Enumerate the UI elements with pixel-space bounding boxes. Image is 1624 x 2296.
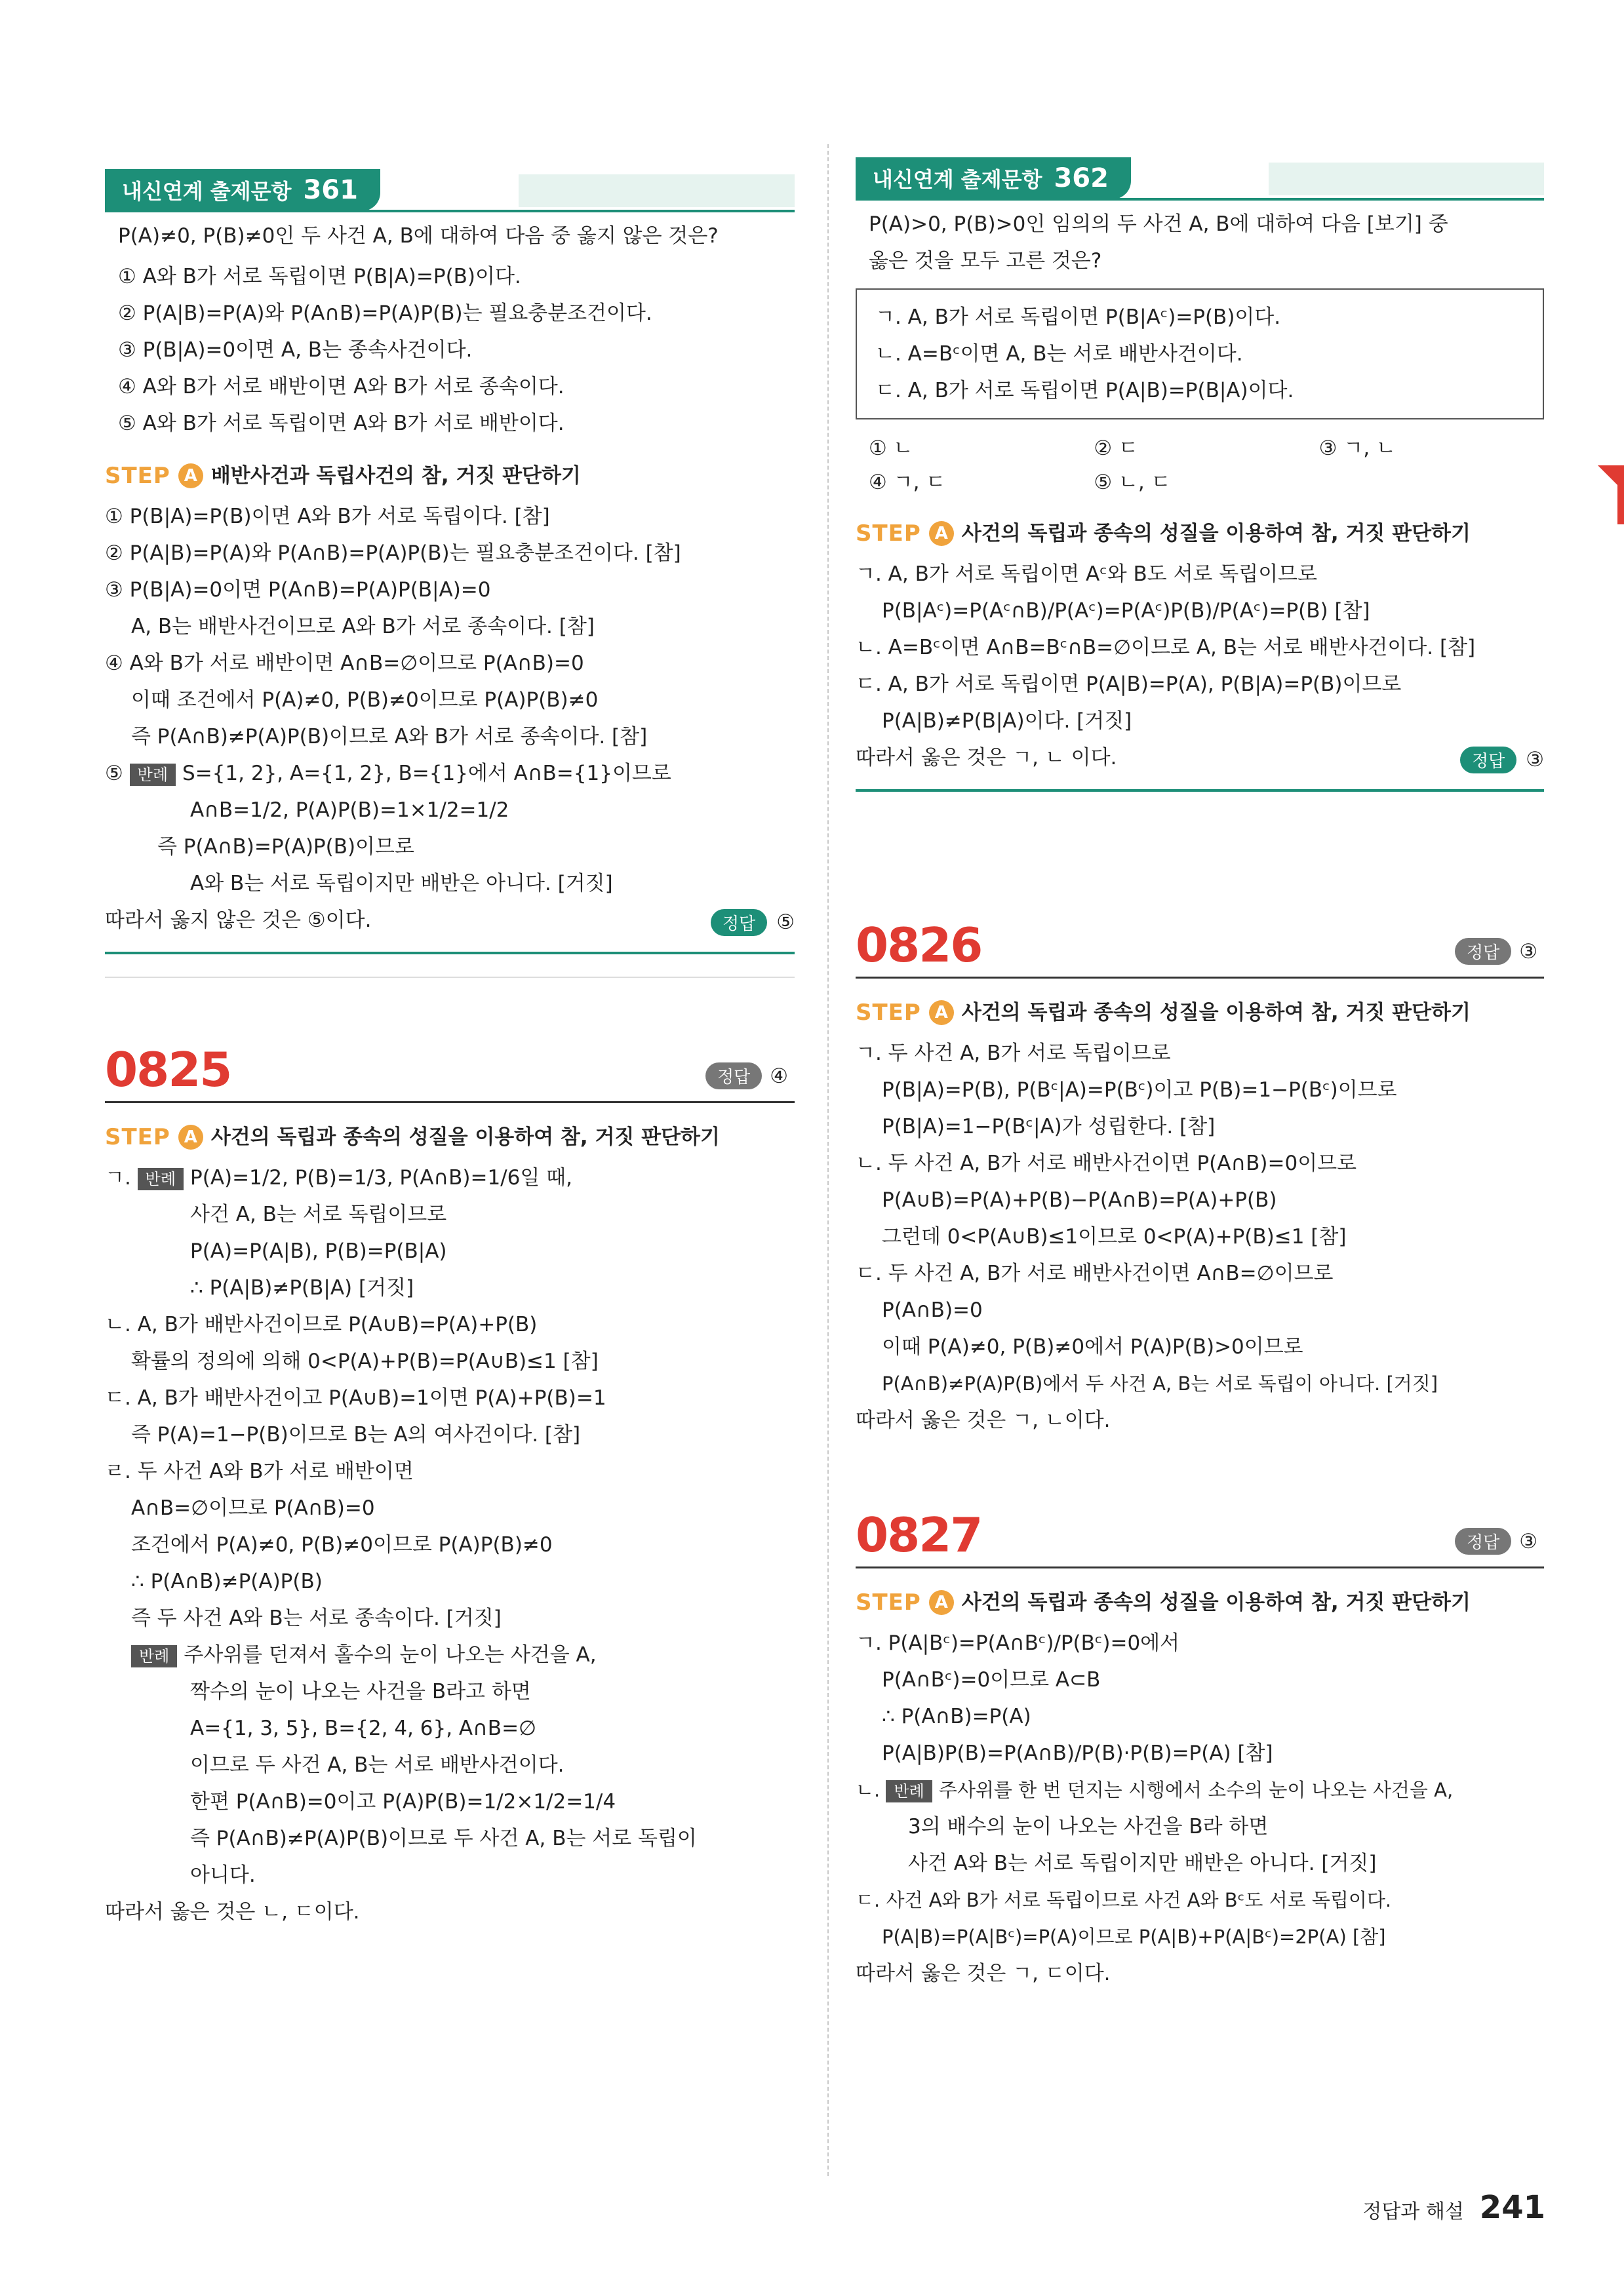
column-divider xyxy=(827,144,829,2176)
solution-line: ㄷ. 사건 A와 B가 서로 독립이므로 사건 A와 Bᶜ도 서로 독립이다. xyxy=(856,1889,1392,1911)
option-item: ② P(A|B)=P(A)와 P(A∩B)=P(A)P(B)는 필요충분조건이다. xyxy=(118,302,652,325)
example-box xyxy=(856,288,1544,419)
solution-line: ② P(A|B)=P(A)와 P(A∩B)=P(A)P(B)는 필요충분조건이다. [참] xyxy=(105,541,681,565)
page-tab-bar xyxy=(1617,465,1624,524)
answer-badge: 정답 ③ xyxy=(856,743,1544,776)
solution-line: 이때 조건에서 P(A)≠0, P(B)≠0이므로 P(A)P(B)≠0 xyxy=(131,688,599,712)
problem-number: 0826 xyxy=(856,918,982,973)
question-text: P(A)≠0, P(B)≠0인 두 사건 A, B에 대하여 다음 중 옳지 않은 것은? xyxy=(118,224,719,248)
solution-line: P(A|B)P(B)=P(A∩B)/P(B)·P(B)=P(A) [참] xyxy=(882,1741,1273,1765)
solution-line: ㄱ. 반례 P(A)=1/2, P(B)=1/3, P(A∩B)=1/6일 때, xyxy=(105,1166,572,1190)
step-heading: STEP A 사건의 독립과 종속의 성질을 이용하여 참, 거짓 판단하기 xyxy=(105,1124,720,1150)
solution-line: ㄷ. A, B가 서로 독립이면 P(A|B)=P(A), P(B|A)=P(B)이므로 xyxy=(856,672,1402,696)
solution-line: P(A|B)≠P(B|A)이다. [거짓] xyxy=(882,709,1132,733)
option-item: ② ㄷ xyxy=(1094,437,1138,460)
problem-number: 0827 xyxy=(856,1508,982,1563)
answer-badge: 정답 ④ xyxy=(705,1062,788,1089)
solution-line: P(A|B)=P(A|Bᶜ)=P(A)이므로 P(A|B)+P(A|Bᶜ)=2P(A) [참] xyxy=(882,1926,1386,1948)
solution-line: P(A)=P(A|B), P(B)=P(B|A) xyxy=(190,1239,447,1263)
solution-line: 즉 두 사건 A와 B는 서로 종속이다. [거짓] xyxy=(131,1606,502,1630)
option-item: ⑤ ㄴ, ㄷ xyxy=(1094,471,1171,494)
solution-line: 즉 P(A∩B)≠P(A)P(B)이므로 두 사건 A, B는 서로 독립이 xyxy=(190,1827,697,1850)
step-heading: STEP A 사건의 독립과 종속의 성질을 이용하여 참, 거짓 판단하기 xyxy=(856,1589,1471,1616)
solution-line: P(B|Aᶜ)=P(Aᶜ∩B)/P(Aᶜ)=P(Aᶜ)P(B)/P(Aᶜ)=P(B) [참] xyxy=(882,599,1370,623)
option-item: ④ ㄱ, ㄷ xyxy=(869,471,946,494)
solution-line: ㄷ. A, B가 배반사건이고 P(A∪B)=1이면 P(A)+P(B)=1 xyxy=(105,1386,606,1410)
solution-line: ㄴ. A=Bᶜ이면 A∩B=Bᶜ∩B=∅이므로 A, B는 서로 배반사건이다. [참] xyxy=(856,636,1476,659)
option-list xyxy=(105,258,795,442)
step-heading: STEP A 사건의 독립과 종속의 성질을 이용하여 참, 거짓 판단하기 xyxy=(856,520,1471,547)
option-item: ③ ㄱ, ㄴ xyxy=(1318,437,1396,460)
solution-line: ㄱ. P(A|Bᶜ)=P(A∩Bᶜ)/P(Bᶜ)=0에서 xyxy=(856,1631,1180,1655)
solution-line: A={1, 3, 5}, B={2, 4, 6}, A∩B=∅ xyxy=(190,1717,537,1740)
option-item: ⑤ A와 B가 서로 독립이면 A와 B가 서로 배반이다. xyxy=(118,412,564,435)
solution-line: P(A∩Bᶜ)=0이므로 A⊂B xyxy=(882,1668,1101,1692)
footer-label: 정답과 해설 xyxy=(1362,2200,1464,2223)
solution-line: 이때 P(A)≠0, P(B)≠0에서 P(A)P(B)>0이므로 xyxy=(882,1335,1303,1359)
solution-line: P(A∩B)=0 xyxy=(882,1298,983,1322)
problem-tag: 내신연계 출제문항 361 xyxy=(105,169,380,211)
step-heading: STEP A 사건의 독립과 종속의 성질을 이용하여 참, 거짓 판단하기 xyxy=(856,1000,1471,1026)
answer-badge: 정답 ③ xyxy=(1455,1528,1537,1555)
solution-line: A, B는 배반사건이므로 A와 B가 서로 종속이다. [참] xyxy=(131,615,595,638)
solution-line: 한편 P(A∩B)=0이고 P(A)P(B)=1/2×1/2=1/4 xyxy=(190,1790,616,1814)
problem-number: 0825 xyxy=(105,1042,231,1097)
counterexample-badge: 반례 xyxy=(138,1168,184,1190)
solution-0827 xyxy=(856,1501,1544,1992)
solution-0826 xyxy=(856,911,1544,1439)
section-header xyxy=(105,1036,795,1103)
solution-line: 조건에서 P(A)≠0, P(B)≠0이므로 P(A)P(B)≠0 xyxy=(131,1533,553,1557)
solution-line: 사건 A와 B는 서로 독립이지만 배반은 아니다. [거짓] xyxy=(908,1852,1377,1875)
solution-line: 사건 A, B는 서로 독립이므로 xyxy=(190,1203,447,1226)
problem-header xyxy=(105,169,795,218)
solution-line: A∩B=1/2, P(A)P(B)=1×1/2=1/2 xyxy=(190,798,509,822)
answer-badge: 정답 ③ xyxy=(1455,938,1537,965)
solution-line: 그런데 0<P(A∪B)≤1이므로 0<P(A)+P(B)≤1 [참] xyxy=(882,1225,1347,1249)
page-footer xyxy=(1362,2189,1545,2226)
problem-header xyxy=(856,157,1544,206)
solution-line: ㄴ. A, B가 배반사건이므로 P(A∪B)=P(A)+P(B) xyxy=(105,1313,538,1336)
problem-361 xyxy=(105,169,795,954)
step-heading: STEP A 배반사건과 독립사건의 참, 거짓 판단하기 xyxy=(105,463,581,489)
solution-line: 짝수의 눈이 나오는 사건을 B라고 하면 xyxy=(190,1680,531,1703)
solution-line: ㄷ. 두 사건 A, B가 서로 배반사건이면 A∩B=∅이므로 xyxy=(856,1262,1334,1285)
page-number: 241 xyxy=(1479,2189,1545,2226)
solution-line: ∴ P(A|B)≠P(B|A) [거짓] xyxy=(190,1276,414,1300)
solution-line: 3의 배수의 눈이 나오는 사건을 B라 하면 xyxy=(908,1815,1269,1839)
solution-line: 확률의 정의에 의해 0<P(A)+P(B)=P(A∪B)≤1 [참] xyxy=(131,1350,599,1373)
solution-line: 따라서 옳은 것은 ㄱ, ㄴ이다. xyxy=(856,1409,1111,1432)
solution-line: 즉 P(A)=1−P(B)이므로 B는 A의 여사건이다. [참] xyxy=(131,1423,581,1447)
section-header xyxy=(856,1501,1544,1568)
problem-362 xyxy=(856,157,1544,792)
section-separator xyxy=(105,977,795,978)
solution-line: ⑤ 반례 S={1, 2}, A={1, 2}, B={1}에서 A∩B={1}이므로 xyxy=(105,762,671,785)
option-item: ① A와 B가 서로 독립이면 P(B|A)=P(B)이다. xyxy=(118,265,521,288)
solution-line: 아니다. xyxy=(190,1863,256,1887)
solution-line: ③ P(B|A)=0이면 P(A∩B)=P(A)P(B|A)=0 xyxy=(105,578,491,602)
example-item: ㄴ. A=Bᶜ이면 A, B는 서로 배반사건이다. xyxy=(875,342,1243,366)
solution-line: ∴ P(A∩B)≠P(A)P(B) xyxy=(131,1570,323,1593)
counterexample-badge: 반례 xyxy=(131,1645,177,1667)
counterexample-badge: 반례 xyxy=(130,764,176,786)
solution-line: 즉 P(A∩B)=P(A)P(B)이므로 xyxy=(157,835,414,859)
solution-line: A와 B는 서로 독립이지만 배반은 아니다. [거짓] xyxy=(190,872,613,895)
solution-line: 반례 주사위를 던져서 홀수의 눈이 나오는 사건을 A, xyxy=(105,1637,795,1673)
example-item: ㄱ. A, B가 서로 독립이면 P(B|Aᶜ)=P(B)이다. xyxy=(875,305,1281,329)
option-item: ① ㄴ xyxy=(869,437,913,460)
solution-line: P(A∪B)=P(A)+P(B)−P(A∩B)=P(A)+P(B) xyxy=(882,1188,1277,1212)
solution-line: 이므로 두 사건 A, B는 서로 배반사건이다. xyxy=(190,1753,564,1777)
solution-line: ∴ P(A∩B)=P(A) xyxy=(882,1705,1031,1728)
option-item: ④ A와 B가 서로 배반이면 A와 B가 서로 종속이다. xyxy=(118,375,564,399)
problem-tag: 내신연계 출제문항 362 xyxy=(856,157,1131,199)
example-item: ㄷ. A, B가 서로 독립이면 P(A|B)=P(B|A)이다. xyxy=(875,379,1294,402)
question-text: 옳은 것을 모두 고른 것은? xyxy=(869,249,1102,273)
solution-line: ④ A와 B가 서로 배반이면 A∩B=∅이므로 P(A∩B)=0 xyxy=(105,652,584,675)
solution-line: P(A∩B)≠P(A)P(B)에서 두 사건 A, B는 서로 독립이 아니다. [거짓] xyxy=(882,1372,1438,1395)
solution-line: ① P(B|A)=P(B)이면 A와 B가 서로 독립이다. [참] xyxy=(105,505,550,528)
option-item: ③ P(B|A)=0이면 A, B는 종속사건이다. xyxy=(118,338,473,362)
solution-line: 따라서 옳지 않은 것은 ⑤이다. xyxy=(105,908,372,932)
solution-line: ㄱ. 두 사건 A, B가 서로 독립이므로 xyxy=(856,1041,1171,1065)
solution-line: P(B|A)=P(B), P(Bᶜ|A)=P(Bᶜ)이고 P(B)=1−P(Bᶜ)이므로 xyxy=(882,1078,1397,1102)
section-header xyxy=(856,911,1544,979)
solution-line: P(B|A)=1−P(Bᶜ|A)가 성립한다. [참] xyxy=(882,1115,1216,1138)
solution-line: ㄴ. 반례 주사위를 한 번 던지는 시행에서 소수의 눈이 나오는 사건을 A, xyxy=(856,1779,1454,1801)
solution-0825 xyxy=(105,1036,795,1930)
option-grid xyxy=(856,431,1544,499)
solution-line: 따라서 옳은 것은 ㄱ, ㄷ이다. xyxy=(856,1962,1111,1985)
solution-line: 따라서 옳은 것은 ㄱ, ㄴ 이다. xyxy=(856,746,1117,769)
solution-line: ㄱ. A, B가 서로 독립이면 Aᶜ와 B도 서로 독립이므로 xyxy=(856,562,1318,586)
question-text: P(A)>0, P(B)>0인 임의의 두 사건 A, B에 대하여 다음 [보기] 중 xyxy=(869,212,1448,236)
solution-line: 따라서 옳은 것은 ㄴ, ㄷ이다. xyxy=(105,1900,360,1924)
solution-line: ㄴ. 두 사건 A, B가 서로 배반사건이면 P(A∩B)=0이므로 xyxy=(856,1152,1357,1175)
solution-line: ㄹ. 두 사건 A와 B가 서로 배반이면 xyxy=(105,1460,414,1483)
solution-line: 즉 P(A∩B)≠P(A)P(B)이므로 A와 B가 서로 종속이다. [참] xyxy=(131,725,648,749)
counterexample-badge: 반례 xyxy=(886,1780,932,1802)
solution-line: A∩B=∅이므로 P(A∩B)=0 xyxy=(131,1496,375,1520)
answer-badge: 정답 ⑤ xyxy=(105,906,795,939)
